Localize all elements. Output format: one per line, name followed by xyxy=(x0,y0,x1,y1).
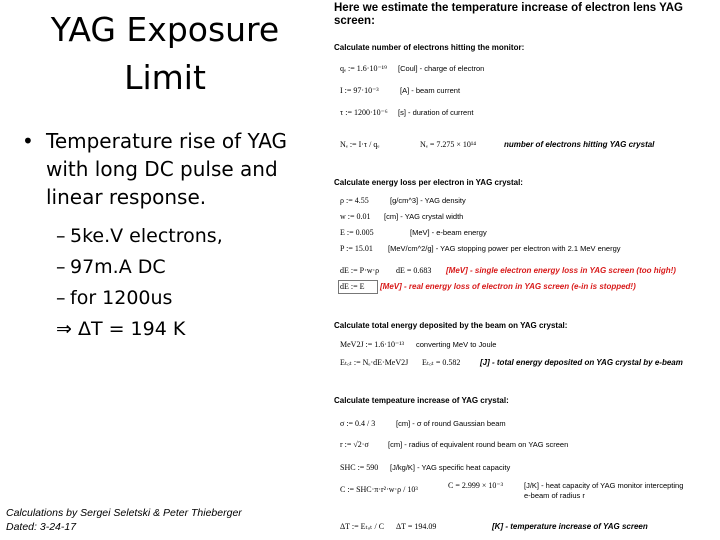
bullet-list xyxy=(22,127,322,345)
math-note: [cm] - σ of round Gaussian beam xyxy=(396,419,506,428)
math-result: ΔT = 194.09 xyxy=(396,522,437,531)
math-expression: qₑ := 1.6·10⁻¹⁹ xyxy=(340,64,387,73)
credit-note xyxy=(6,506,242,534)
math-note: [A] - beam current xyxy=(400,86,461,95)
math-note: [MeV/cm^2/g] - YAG stopping power per electron with 2.1 MeV energy xyxy=(388,244,621,253)
math-expression: σ := 0.4 / 3 xyxy=(340,419,376,428)
math-note: number of electrons hitting YAG crystal xyxy=(504,140,655,149)
math-expression: Eₜₒₜ := Nₑ·dE·MeV2J xyxy=(340,358,409,367)
bullet-item xyxy=(22,127,322,211)
math-result: Eₜₒₜ = 0.582 xyxy=(422,358,461,367)
math-note: [J/kg/K] - YAG specific heat capacity xyxy=(390,463,511,472)
section-title: Calculate energy loss per electron in YAG crystal: xyxy=(334,178,523,187)
math-expression: dE := P·w·ρ xyxy=(340,266,380,275)
section-title: Calculate tempeature increase of YAG crystal: xyxy=(334,396,509,405)
sheet-heading: Here we estimate the temperature increase of electron lens YAG screen: xyxy=(334,2,683,27)
sub-dash: – xyxy=(56,256,66,278)
sub-item xyxy=(22,252,322,283)
credit-date: Dated: 3-24-17 xyxy=(6,521,77,533)
math-note: [g/cm^3] - YAG density xyxy=(390,196,466,205)
math-expression: w := 0.01 xyxy=(340,212,371,221)
math-note: [MeV] - e-beam energy xyxy=(410,228,487,237)
math-expression: SHC := 590 xyxy=(340,463,379,472)
credit-authors: Calculations by Sergei Seletski & Peter Thieberger xyxy=(6,507,242,519)
warning-note: [MeV] - single electron energy loss in YAG screen (too high!) xyxy=(446,266,676,275)
bullet-dot: • xyxy=(22,129,34,153)
math-note: [K] - temperature increase of YAG screen xyxy=(492,522,648,531)
math-result: Nₑ = 7.275 × 10¹⁴ xyxy=(420,140,477,149)
math-expression: C := SHC·π·r²·w·ρ / 10³ xyxy=(340,485,418,494)
math-expression: E := 0.005 xyxy=(340,228,374,237)
sub-item-text: 97m.A DC xyxy=(70,256,166,278)
math-note: e-beam of radius r xyxy=(524,491,585,500)
bullet-main-text: Temperature rise of YAG with long DC pulse and linear response. xyxy=(46,129,288,209)
math-expression: I := 97·10⁻³ xyxy=(340,86,379,95)
sub-item-text: for 1200us xyxy=(70,287,173,309)
sub-dash: – xyxy=(56,287,66,309)
slide-title-line1: YAG Exposure xyxy=(50,10,280,49)
slide-title-line2: Limit xyxy=(124,58,206,97)
section-title: Calculate number of electrons hitting the monitor: xyxy=(334,43,525,52)
math-note: converting MeV to Joule xyxy=(416,340,497,349)
calculation-sheet xyxy=(334,0,720,540)
math-expression: dE := E xyxy=(340,282,365,291)
math-note: [Coul] - charge of electron xyxy=(398,64,485,73)
math-expression: τ := 1200·10⁻⁶ xyxy=(340,108,388,117)
math-note: [cm] - radius of equivalent round beam on YAG screen xyxy=(388,440,569,449)
math-note: [cm] - YAG crystal width xyxy=(384,212,464,221)
math-expression: ΔT := Eₜₒₜ / C xyxy=(340,522,385,531)
math-expression: r := √2·σ xyxy=(340,440,369,449)
section-title: Calculate total energy deposited by the beam on YAG crystal: xyxy=(334,321,568,330)
math-expression: P := 15.01 xyxy=(340,244,373,253)
math-note: [J/K] - heat capacity of YAG monitor intercepting xyxy=(524,481,684,490)
warning-note: [MeV] - real energy loss of electron in YAG screen (e-in is stopped!) xyxy=(380,282,636,291)
math-note: [J] - total energy deposited on YAG crystal by e-beam xyxy=(480,358,683,367)
result-line xyxy=(22,314,322,345)
math-result: dE = 0.683 xyxy=(396,266,432,275)
sub-dash: – xyxy=(56,225,66,247)
result-text: ⇒ ΔT = 194 K xyxy=(56,318,186,340)
sub-item xyxy=(22,283,322,314)
sub-item-text: 5ke.V electrons, xyxy=(70,225,223,247)
math-expression: ρ := 4.55 xyxy=(340,196,369,205)
sub-item xyxy=(22,221,322,252)
math-expression: Nₑ := I·τ / qₑ xyxy=(340,140,380,149)
slide-title xyxy=(20,6,310,102)
math-result: C = 2.999 × 10⁻³ xyxy=(448,481,503,490)
math-note: [s] - duration of current xyxy=(398,108,474,117)
math-expression: MeV2J := 1.6·10⁻¹³ xyxy=(340,340,404,349)
